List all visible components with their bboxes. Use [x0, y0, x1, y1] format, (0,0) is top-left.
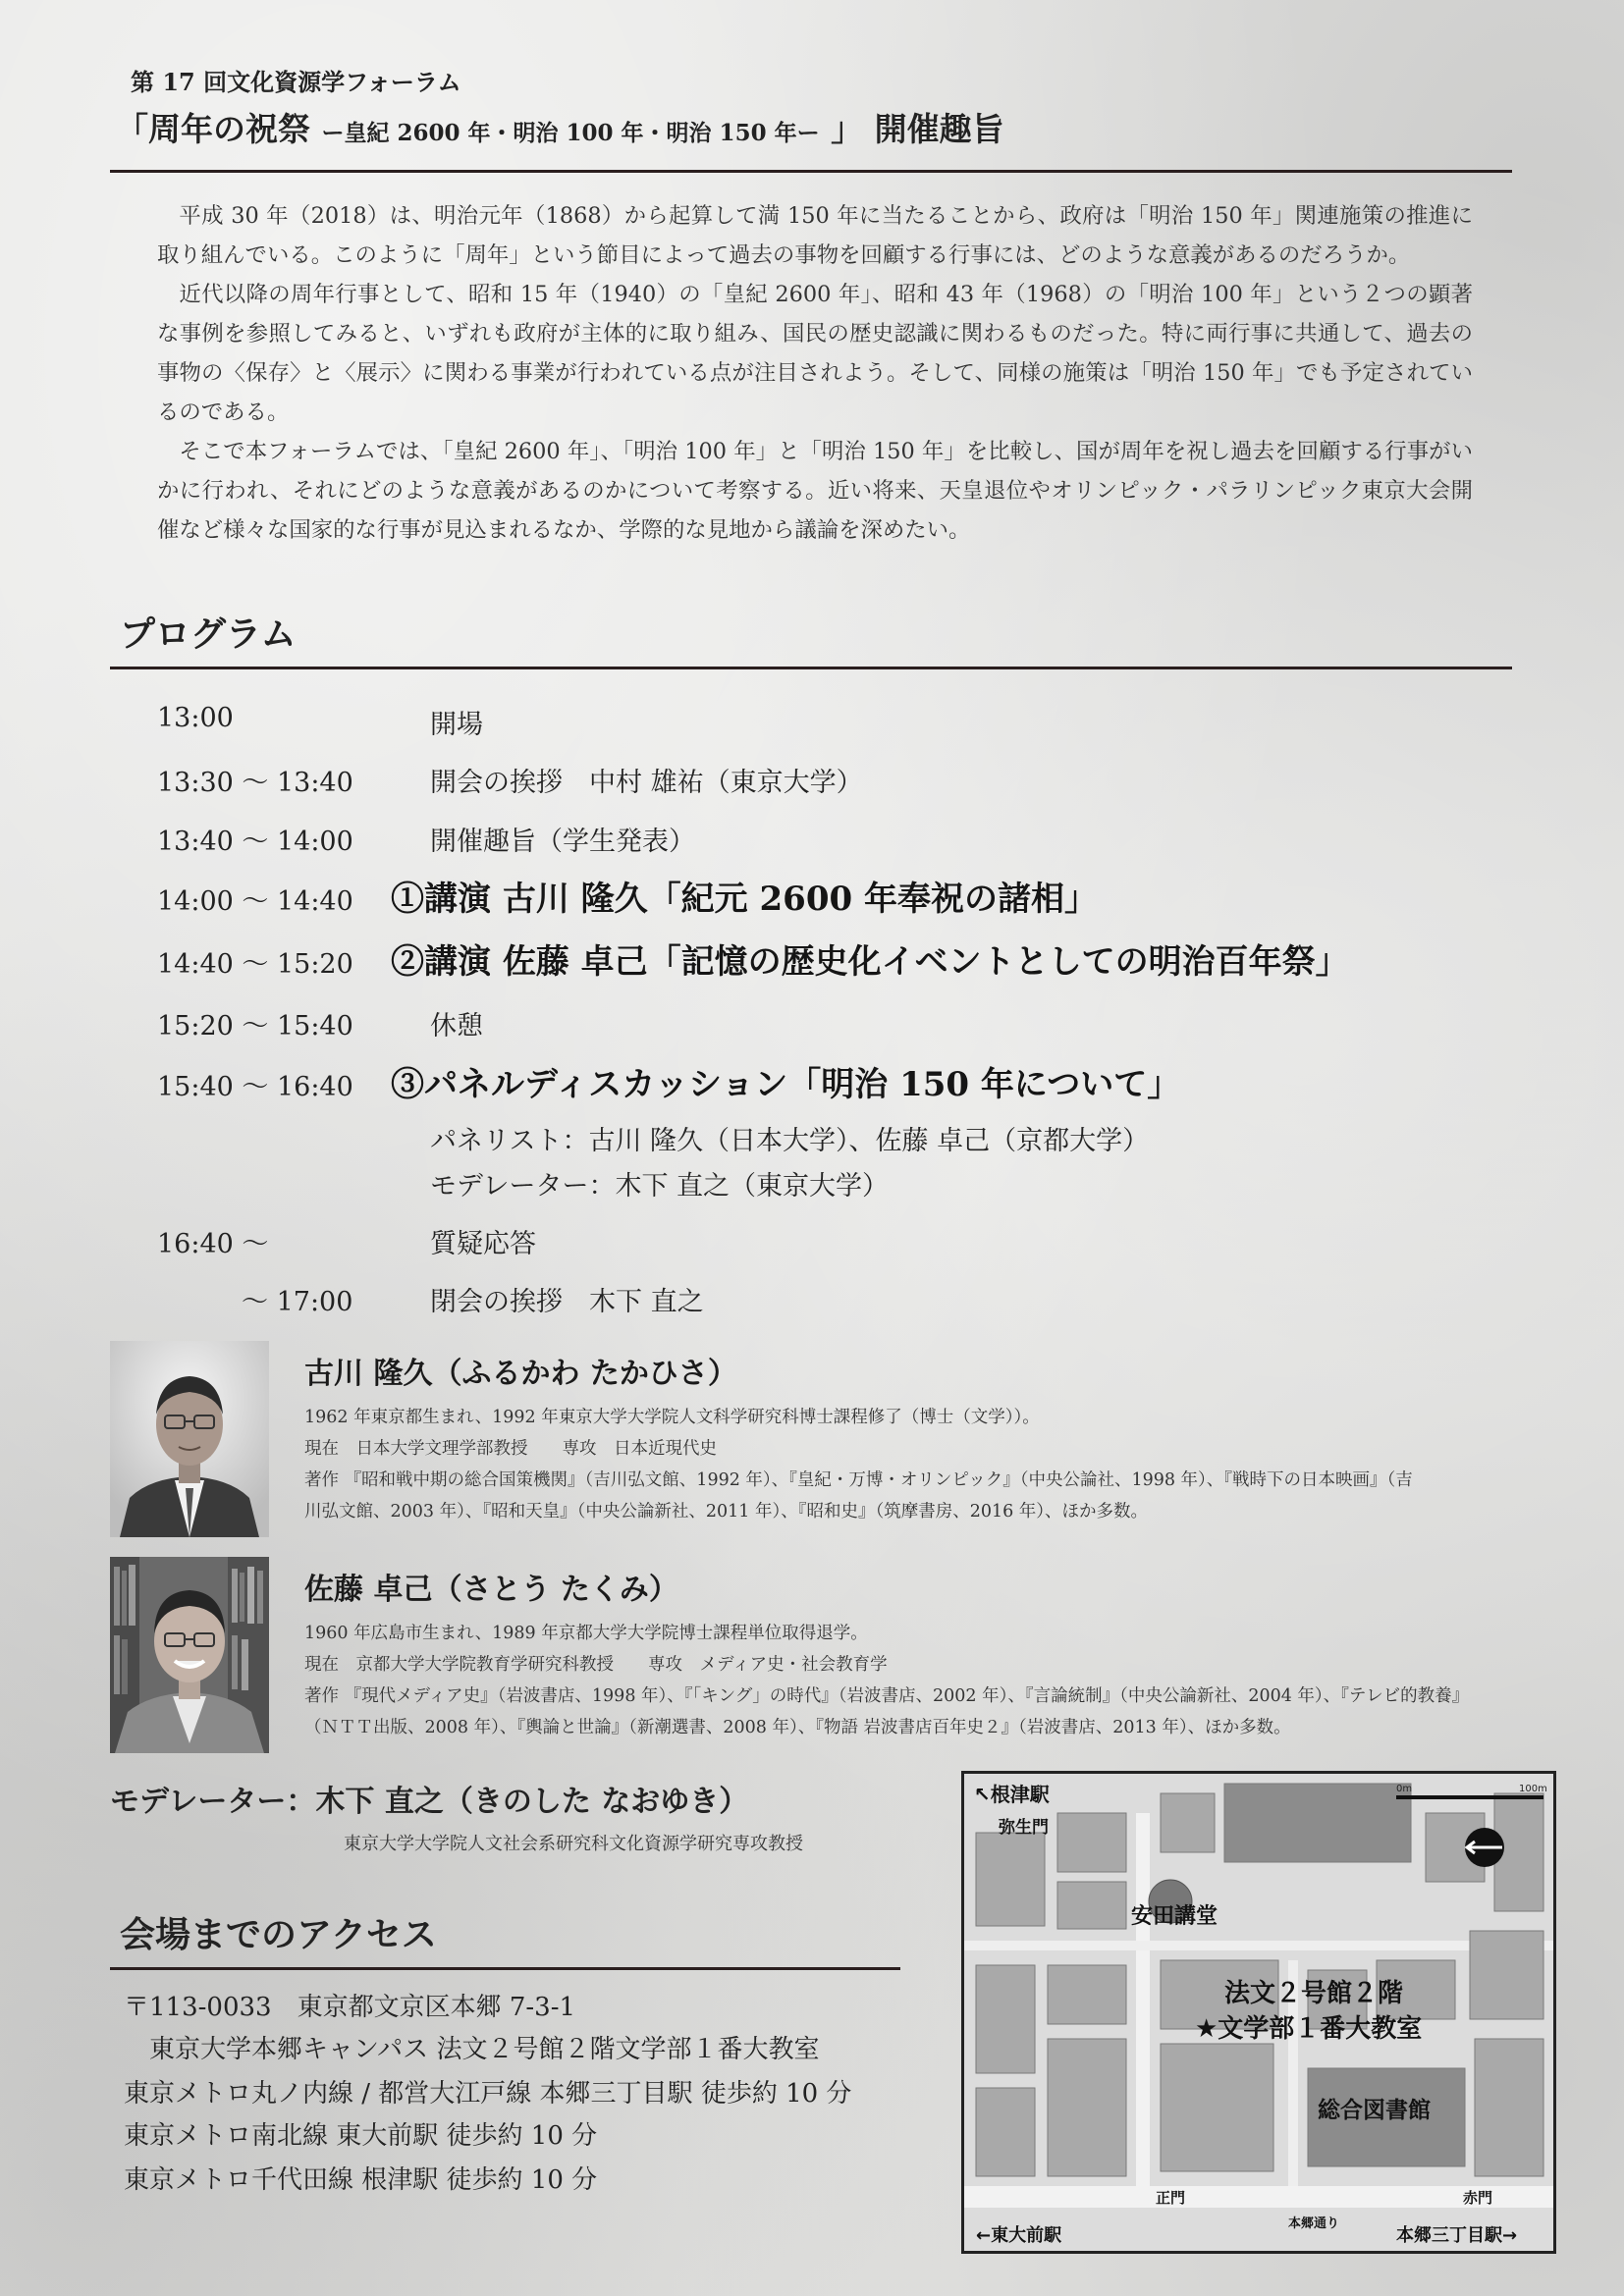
map-label-hongo3: 本郷三丁目駅→	[1396, 2225, 1518, 2246]
bio-line: 1962 年東京都生まれ、1992 年東京大学大学院人文科学研究科博士課程修了（博士（文学））。	[304, 1408, 1040, 1427]
program-time: 13:00	[157, 703, 234, 733]
speaker-1-photo	[110, 1341, 269, 1537]
purpose-paragraph-1: 平成 30 年（2018）は、明治元年（1868）から起算して満 150 年に当たることから、政府は「明治 150 年」関連施策の推進に取り組んでいる。このように「周年」という節目によって過去の事物を回顧する行事には、どのような意義があるのだろうか。	[157, 203, 1473, 268]
access-route: 東京メトロ丸ノ内線 / 都営大江戸線 本郷三丁目駅 徒歩約 10 分	[124, 2079, 852, 2109]
header-divider	[110, 170, 1512, 173]
building	[1161, 1793, 1215, 1852]
title-subtitle: ー皇紀 2600 年・明治 100 年・明治 150 年ー	[321, 120, 820, 146]
road	[964, 1941, 1553, 1950]
program-time: 13:30 〜 13:40	[157, 768, 353, 798]
panelists: パネリスト：古川 隆久（日本大学）、佐藤 卓己（京都大学）	[430, 1126, 1150, 1156]
program-label: 閉会の挨拶 木下 直之	[430, 1287, 704, 1317]
building	[976, 2088, 1035, 2176]
program-heading: プログラム	[120, 614, 297, 655]
access-address: 〒113-0033 東京都文京区本郷 7-3-1	[124, 1993, 576, 2022]
moderator-affiliation: 東京大学大学院人文社会系研究科文化資源学研究専攻教授	[344, 1834, 803, 1854]
lecture-1: ①講演 古川 隆久「紀元 2600 年奉祝の諸相」	[391, 880, 1098, 919]
title-main-close: 」 開催趣旨	[831, 110, 1004, 148]
bio-line: 現在 京都大学大学院教育学研究科教授 専攻 メディア史・社会教育学	[304, 1655, 888, 1675]
program-time: 16:40 〜	[157, 1229, 269, 1259]
program-time: 15:40 〜 16:40	[157, 1072, 353, 1102]
building	[1057, 1813, 1126, 1872]
map-label-yayoi-gate: 弥生門	[999, 1818, 1049, 1838]
scale-100-label: 100m	[1519, 1784, 1547, 1794]
map-label-library: 総合図書館	[1318, 2098, 1431, 2123]
map-label-main-gate: 正門	[1156, 2189, 1186, 2207]
page-title	[116, 104, 1004, 150]
building	[976, 1965, 1035, 2073]
program-time: 14:00 〜 14:40	[157, 886, 353, 917]
building	[1057, 1882, 1126, 1929]
speaker-2-name: 佐藤 卓己（さとう たくみ）	[304, 1573, 678, 1607]
speaker-2-photo	[110, 1557, 269, 1753]
access-route: 東京メトロ南北線 東大前駅 徒歩約 10 分	[124, 2121, 598, 2151]
panel-moderator: モデレーター：木下 直之（東京大学）	[430, 1171, 890, 1201]
moderator-name: モデレーター：木下 直之（きのした なおゆき）	[110, 1785, 749, 1819]
map-label-venue-building: 法文２号館２階	[1224, 1979, 1404, 2008]
speaker-1-name: 古川 隆久（ふるかわ たかひさ）	[304, 1357, 737, 1391]
panel-discussion: ③パネルディスカッション「明治 150 年について」	[391, 1065, 1181, 1104]
building	[976, 1833, 1045, 1926]
program-time: 〜 17:00	[242, 1287, 353, 1317]
bio-line: 川弘文館、2003 年）、『昭和天皇』（中央公論新社、2011 年）、『昭和史』（筑摩書房、2016 年）、ほか多数。	[304, 1502, 1149, 1522]
bio-line: 著作 『昭和戦中期の総合国策機関』（吉川弘文館、1992 年）、『皇紀・万博・オリンピック』（中央公論社、1998 年）、『戦時下の日本映画』（吉	[304, 1470, 1413, 1490]
road	[1136, 1813, 1150, 2186]
access-venue: 東京大学本郷キャンパス 法文２号館２階文学部１番大教室	[149, 2035, 820, 2064]
bio-line: 1960 年広島市生まれ、1989 年京都大学大学院博士課程単位取得退学。	[304, 1624, 868, 1643]
forum-name: 第 17 回文化資源学フォーラム	[131, 68, 461, 96]
map-label-yasuda: 安田講堂	[1131, 1904, 1218, 1929]
bio-line: 現在 日本大学文理学部教授 専攻 日本近現代史	[304, 1439, 717, 1459]
purpose-section	[157, 196, 1473, 550]
program-label: 質疑応答	[430, 1229, 536, 1259]
building	[1048, 2039, 1126, 2176]
program-divider	[110, 667, 1512, 669]
access-route: 東京メトロ千代田線 根津駅 徒歩約 10 分	[124, 2165, 598, 2195]
program-label: 休憩	[430, 1011, 483, 1041]
program-time: 14:40 〜 15:20	[157, 949, 353, 980]
program-label: 開催趣旨（学生発表）	[430, 827, 695, 857]
purpose-paragraph-3: そこで本フォーラムでは、「皇紀 2600 年」、「明治 100 年」と「明治 150 年」を比較し、国が周年を祝し過去を回顧する行事がいかに行われ、それにどのような意義があるのかについて考察する。近い将来、天皇退位やオリンピック・パラリンピック東京大会開催など様々な国家的な行事が見込まれるなか、学際的な見地から議論を深めたい。	[157, 439, 1473, 543]
program-label: 開会の挨拶 中村 雄祐（東京大学）	[430, 768, 863, 798]
map-label-red-gate: 赤門	[1463, 2189, 1493, 2207]
building	[1475, 2039, 1543, 2176]
map-label-todaimae: ←東大前駅	[976, 2225, 1062, 2246]
map-label-hongo-street: 本郷通り	[1288, 2216, 1340, 2231]
purpose-paragraph-2: 近代以降の周年行事として、昭和 15 年（1940）の「皇紀 2600 年」、昭和 43 年（1968）の「明治 100 年」という２つの顕著な事例を参照してみると、いずれも政府が主体的に取り組み、国民の歴史認識に関わるものだった。特に両行事に共通して、過去の事物の〈保存〉と〈展示〉に関わる事業が行われている点が注目されよう。そして、同様の施策は「明治 150 年」でも予定されているのである。	[157, 282, 1473, 425]
campus-map	[961, 1771, 1556, 2254]
title-main-open: 「周年の祝祭	[116, 110, 310, 148]
speaker-2-bio	[304, 1618, 1512, 1743]
program-label: 開場	[430, 710, 483, 740]
access-heading: 会場までのアクセス	[120, 1914, 437, 1955]
map-label-nezu: ↖根津駅	[974, 1783, 1050, 1806]
lecture-2: ②講演 佐藤 卓己「記憶の歴史化イベントとしての明治百年祭」	[391, 942, 1349, 982]
building	[1161, 2044, 1273, 2171]
building	[1224, 1784, 1411, 1862]
scale-0-label: 0m	[1396, 1784, 1413, 1794]
access-divider	[110, 1967, 900, 1970]
bio-line: 著作 『現代メディア史』（岩波書店、1998 年）、『「キング」の時代』（岩波書店、2002 年）、『言論統制』（中央公論新社、2004 年）、『テレビ的教養』	[304, 1686, 1470, 1706]
bio-line: （ＮＴＴ出版、2008 年）、『輿論と世論』（新潮選書、2008 年）、『物語 岩波書店百年史２』（岩波書店、2013 年）、ほか多数。	[304, 1718, 1291, 1737]
map-label-venue-room: ★文学部１番大教室	[1195, 2014, 1423, 2044]
building	[1048, 1965, 1126, 2024]
speaker-1-bio	[304, 1402, 1512, 1527]
building	[1470, 1931, 1543, 2019]
program-time: 15:20 〜 15:40	[157, 1011, 353, 1041]
program-time: 13:40 〜 14:00	[157, 827, 353, 857]
